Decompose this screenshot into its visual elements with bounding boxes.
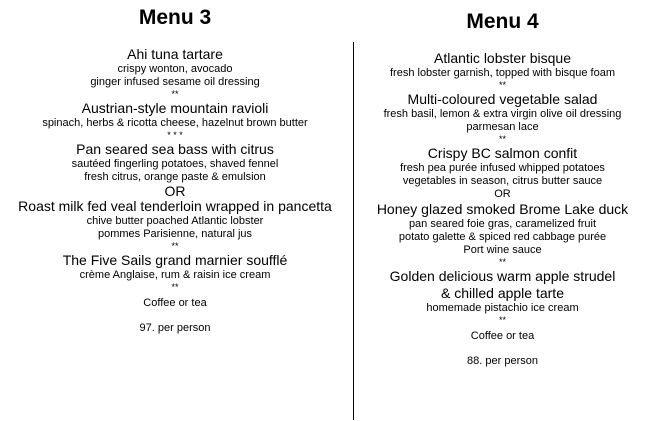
menu-4-course-3a-desc: vegetables in season, citrus butter sauce (402, 175, 603, 187)
menu-3-course-3b-desc: pommes Parisienne, natural jus (97, 228, 253, 240)
menu-3-title: Menu 3 (138, 6, 212, 29)
menu-4-course-3b-desc: Port wine sauce (463, 244, 542, 256)
menu-4-course-3a-desc: fresh pea purée infused whipped potatoes (400, 162, 605, 174)
menu-3-course-4-name: The Five Sails grand marnier soufflé (62, 252, 288, 268)
course-separator: ** (171, 89, 179, 99)
course-separator: ** (498, 315, 506, 325)
menu-3-course-4-desc: crème Anglaise, rum & raisin ice cream (79, 269, 271, 281)
course-separator: ** (498, 257, 506, 267)
menu-3-course-1-desc: crispy wonton, avocado (117, 63, 233, 75)
menu-3-course-1-name: Ahi tuna tartare (127, 46, 223, 62)
menu-3-course-3a-name: Pan seared sea bass with citrus (76, 141, 274, 157)
menu-3-course-1-desc: ginger infused sesame oil dressing (90, 76, 260, 88)
menu-4-course-4-name: Golden delicious warm apple strudel (389, 268, 616, 284)
menu-4-price: 88. per person (467, 355, 538, 367)
menu-4-course-4-name: & chilled apple tarte (441, 285, 564, 301)
menu-4-course-2-desc: fresh basil, lemon & extra virgin olive oil dressing (383, 108, 622, 120)
column-divider (353, 42, 354, 420)
menu-4-course-3b-desc: pan seared foie gras, caramelized fruit (408, 218, 597, 230)
menu-4-course-3a-name: Crispy BC salmon confit (427, 145, 578, 161)
menu-3-course-3b-desc: chive butter poached Atlantic lobster (86, 215, 264, 227)
menu-4-title: Menu 4 (466, 10, 539, 33)
menu-4-column (355, 8, 650, 368)
menu-3-course-2-desc: spinach, herbs & ricotta cheese, hazelnut brown butter (42, 117, 308, 129)
course-separator: ** (498, 80, 506, 90)
course-separator: * * * (167, 130, 183, 140)
menu-3-course-3b-name: Roast milk fed veal tenderloin wrapped in pancetta (18, 198, 332, 214)
menu-4-or: OR (494, 188, 511, 200)
menu-3-column (0, 4, 350, 335)
menu-3-course-2-name: Austrian-style mountain ravioli (81, 100, 269, 116)
menu-3-course-3a-desc: sautéed fingerling potatoes, shaved fennel (71, 158, 279, 170)
menu-4-course-1-desc: fresh lobster garnish, topped with bisque foam (389, 67, 616, 79)
menu-3-course-3a-desc: fresh citrus, orange paste & emulsion (84, 171, 266, 183)
menu-4-course-2-desc: parmesan lace (466, 121, 539, 133)
menu-3-or: OR (164, 183, 186, 199)
course-separator: ** (498, 134, 506, 144)
menu-4-course-4-desc: homemade pistachio ice cream (426, 302, 579, 314)
menu-4-course-3b-desc: potato galette & spiced red cabbage purée (398, 231, 607, 243)
menu-4-coffee: Coffee or tea (470, 330, 535, 342)
menu-4-course-3b-name: Honey glazed smoked Brome Lake duck (376, 201, 629, 217)
menu-4-course-2-name: Multi-coloured vegetable salad (407, 91, 598, 107)
menu-3-coffee: Coffee or tea (143, 297, 207, 309)
menu-3-price: 97. per person (139, 322, 211, 334)
course-separator: ** (171, 241, 179, 251)
course-separator: ** (171, 282, 179, 292)
menu-4-course-1-name: Atlantic lobster bisque (434, 50, 571, 66)
